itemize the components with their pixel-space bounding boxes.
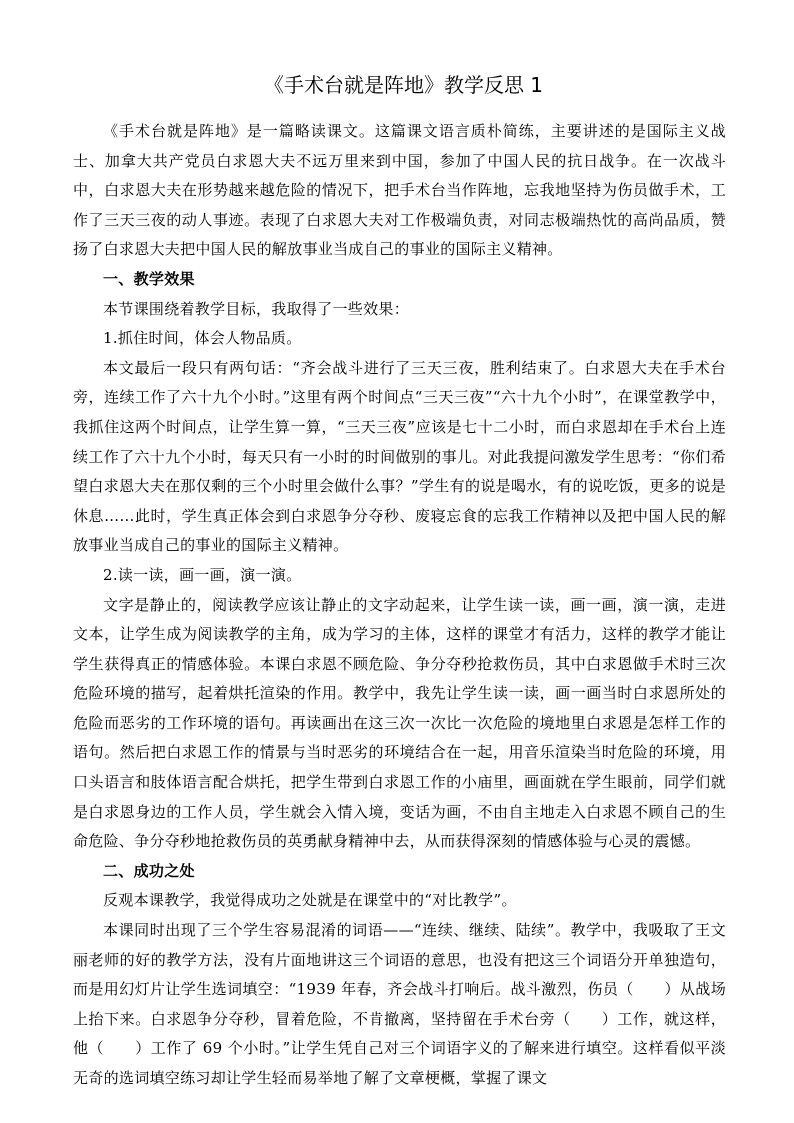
paragraph: 文字是静止的，阅读教学应该让静止的文字动起来，让学生读一读，画一画，演一演，走进文本，让学生成为阅读教学的主角，成为学习的主体，这样的课堂才有活力，这样的教学才能让学生获得真正的情感体验。本课白求恩不顾危险、争分夺秒抢救伤员，其中白求恩做手术时三次危险环境的描写，起着烘托渲染的作用。教学中，我先让学生读一读，画一画当时白求恩所处的危险而恶劣的工作环境的语句。再读画出在这三次一次比一次危险的境地里白求恩是怎样工作的语句。然后把白求恩工作的情景与当时恶劣的环境结合在一起，用音乐渲染当时危险的环境，用口头语言和肢体语言配合烘托，把学生带到白求恩工作的小庙里，画面就在学生眼前，同学们就是白求恩身边的工作人员，学生就会入情入境，变话为画，不由自主地走入白求恩不顾自己的生命危险、争分夺秒地抢救伤员的英勇献身精神中去，从而获得深刻的情感体验与心灵的震憾。: [73, 595, 726, 851]
section-heading-success: 二、成功之处: [103, 861, 195, 880]
section-heading-teaching-effect: 一、教学效果: [103, 269, 195, 288]
intro-paragraph: 《手术台就是阵地》是一篇略读课文。这篇课文语言质朴简练，主要讲述的是国际主义战士、加拿大共产党员白求恩大夫不远万里来到中国，参加了中国人民的抗日战争。在一次战斗中，白求恩大夫在形势越来越危险的情况下，把手术台当作阵地，忘我地坚持为伤员做手术，工作了三天三夜的动人事迹。表现了白求恩大夫对工作极端负责，对同志极端热忱的高尚品质，赞扬了白求恩大夫把中国人民的解放事业当成自己的事业的国际主义精神。: [73, 122, 726, 259]
paragraph: 本节课围绕着教学目标，我取得了一些效果：: [103, 299, 410, 318]
paragraph: 本课同时出现了三个学生容易混淆的词语——“连续、继续、陆续”。教学中，我吸取了王文丽老师的好的教学方法，没有片面地讲这三个词语的意思，也没有把这三个词语分开单独造句，而是用幻灯片让学生选词填空：“1939 年春，齐会战斗打响后。战斗激烈，伤员（ ）从战场上抬下来。白求恩争分夺秒，冒着危险，不肯撤离，坚持留在手术台旁（ ）工作，就这样，他（ ）工作了 69 个小时。”让学生凭自己对三个词语字义的了解来进行填空。这样看似平淡无奇的选词填空练习却让学生轻而易举地了解了文章梗概，掌握了课文: [73, 921, 726, 1087]
paragraph: 反观本课教学，我觉得成功之处就是在课堂中的“对比教学”。: [103, 891, 517, 910]
subheading-time: 1.抓住时间，体会人物品质。: [103, 329, 302, 348]
document-body: [73, 117, 726, 1094]
document-title: 《手术台就是阵地》教学反思 1: [263, 73, 544, 97]
paragraph: 本文最后一段只有两句话：“齐会战斗进行了三天三夜，胜利结束了。白求恩大夫在手术台旁，连续工作了六十九个小时。”这里有两个时间点“三天三夜”“六十九个小时”，在课堂教学中，我抓住这两个时间点，让学生算一算，“三天三夜”应该是七十二小时，而白求恩却在手术台上连续工作了六十九个小时，每天只有一小时的时间做别的事儿。对此我提问激发学生思考：“你们希望白求恩大夫在那仅剩的三个小时里会做什么事？”学生有的说是喝水，有的说吃饭，更多的说是休息……此时，学生真正体会到白求恩争分夺秒、废寝忘食的忘我工作精神以及把中国人民的解放事业当成自己的事业的国际主义精神。: [73, 358, 726, 555]
subheading-read-draw-act: 2.读一读，画一画，演一演。: [103, 565, 302, 584]
